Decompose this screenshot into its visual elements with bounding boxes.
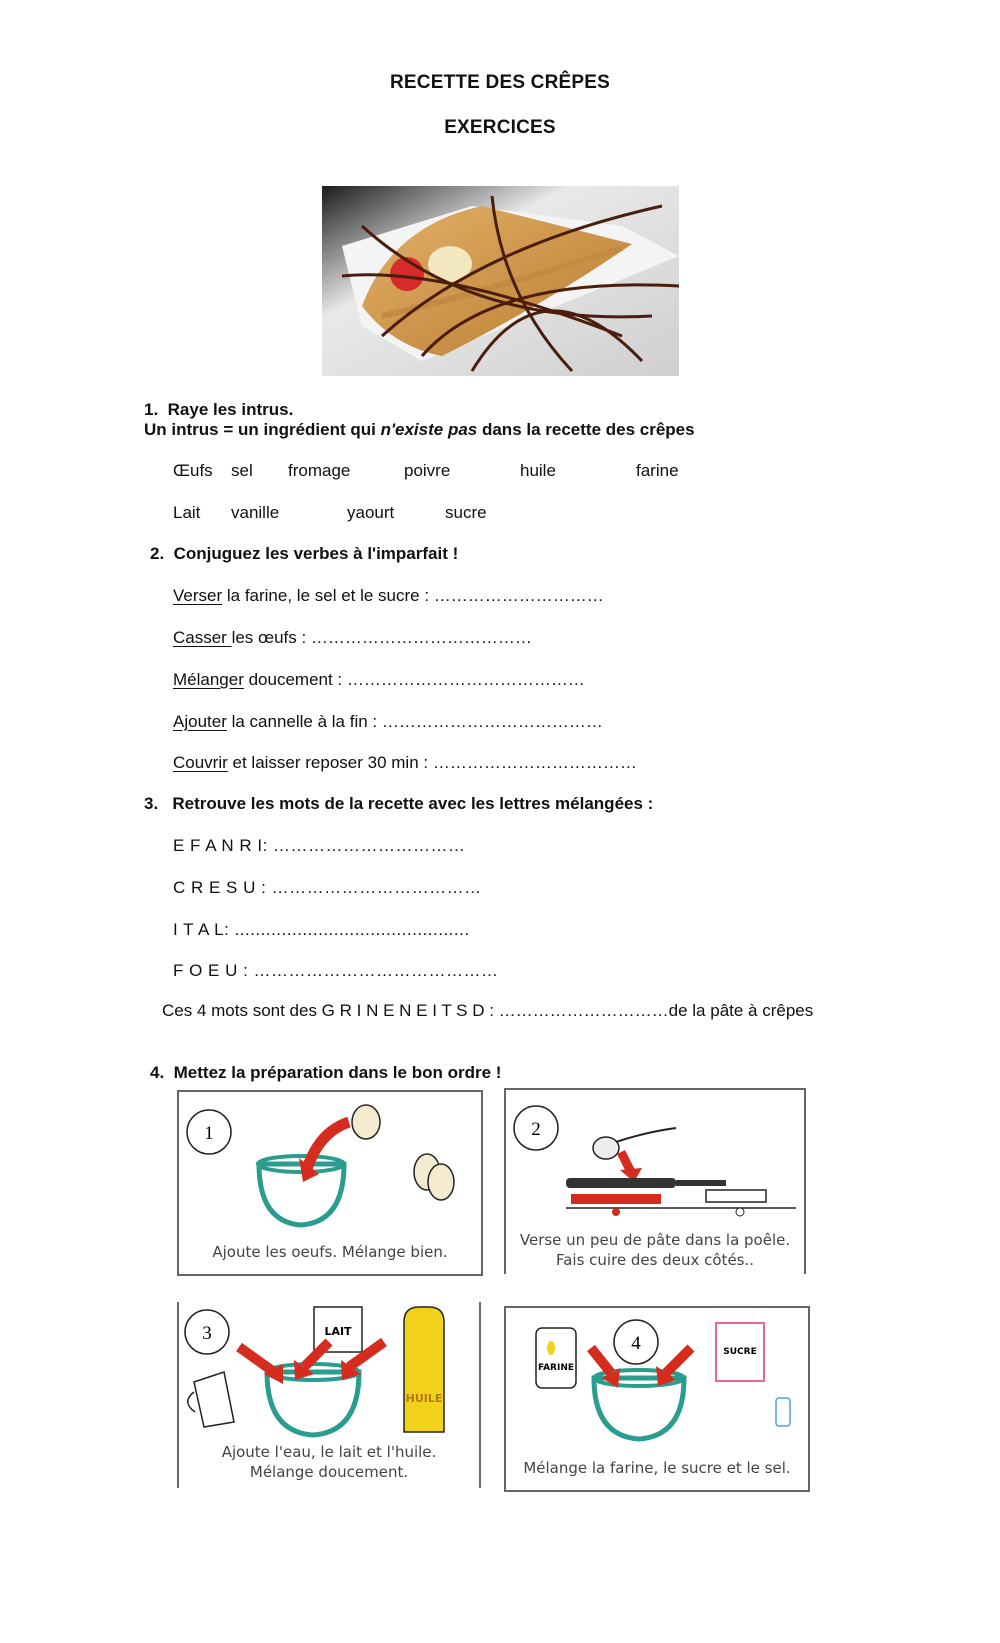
intrus-word[interactable]: Lait	[173, 503, 201, 522]
ex3-title: Retrouve les mots de la recette avec les lettres mélangées :	[172, 794, 654, 813]
intrus-word[interactable]: huile	[520, 461, 556, 480]
intrus-word[interactable]: Œufs	[173, 461, 213, 480]
verb: Ajouter	[173, 712, 227, 731]
step-caption: Mélange la farine, le sucre et le sel.	[523, 1459, 791, 1477]
step-caption-line: Verse un peu de pâte dans la poêle.	[519, 1231, 791, 1249]
step-3-illustration	[179, 1302, 479, 1442]
sugar-label: SUCRE	[723, 1347, 757, 1357]
verb: Couvrir	[173, 753, 228, 772]
ex1-definition-end: dans la recette des crêpes	[477, 420, 695, 439]
conjugation-item[interactable]	[173, 628, 532, 648]
step-card-3[interactable]	[177, 1302, 481, 1488]
step-number: 1	[204, 1123, 214, 1144]
ex1-title: Raye les intrus.	[167, 400, 294, 419]
step-1-illustration	[179, 1092, 481, 1232]
intrus-word[interactable]: sel	[231, 461, 253, 480]
verb: Verser	[173, 586, 223, 605]
crepe-photo	[322, 186, 679, 376]
ex1-number: 1.	[144, 400, 159, 419]
anagram-item[interactable]: E F A N R I: ……………………………	[173, 836, 466, 855]
conjugation-blank: les œufs : …………………………………	[231, 628, 532, 647]
verb: Casser	[173, 628, 232, 647]
ex2-title: Conjuguez les verbes à l'imparfait !	[173, 544, 459, 563]
intrus-word[interactable]: poivre	[404, 461, 451, 480]
step-number: 4	[631, 1333, 641, 1354]
intrus-word[interactable]: yaourt	[347, 503, 395, 522]
step-caption	[506, 1230, 804, 1270]
ex2-heading	[150, 544, 458, 564]
ex4-heading	[150, 1063, 501, 1083]
step-caption-line: Fais cuire des deux côtés..	[555, 1251, 755, 1269]
ex1-definition	[144, 420, 695, 440]
step-2-illustration	[506, 1090, 804, 1230]
intrus-word[interactable]: fromage	[288, 461, 351, 480]
conjugation-item[interactable]	[173, 712, 603, 732]
ex1-definition-start: Un intrus = un ingrédient qui	[144, 420, 381, 439]
step-caption-line: Ajoute l'eau, le lait et l'huile.	[221, 1443, 437, 1461]
ex4-title: Mettez la préparation dans le bon ordre !	[173, 1063, 502, 1082]
oil-label: HUILE	[405, 1392, 443, 1405]
ex1-heading	[144, 400, 293, 420]
conjugation-item[interactable]	[173, 753, 637, 773]
step-caption	[179, 1442, 479, 1482]
intrus-word[interactable]: farine	[636, 461, 679, 480]
ex4-number: 4.	[150, 1063, 165, 1082]
conjugation-item[interactable]	[173, 670, 585, 690]
page-subtitle: EXERCICES	[444, 117, 556, 138]
ex2-number: 2.	[150, 544, 165, 563]
conjugation-item[interactable]	[173, 586, 604, 606]
anagram-item[interactable]: F O E U : ……………………………………	[173, 961, 499, 980]
anagram-conclusion[interactable]: Ces 4 mots sont des G R I N E N E I T S D : …………………………de la pâte à crêpes	[162, 1001, 814, 1020]
verb: Mélanger	[173, 670, 244, 689]
conjugation-blank: doucement : ……………………………………	[243, 670, 585, 689]
milk-label: LAIT	[324, 1325, 352, 1338]
ex3-number: 3.	[144, 794, 159, 813]
step-4-illustration	[506, 1308, 808, 1458]
intrus-word[interactable]: vanille	[231, 503, 280, 522]
step-caption-line: Mélange doucement.	[249, 1463, 409, 1481]
step-number: 3	[202, 1323, 212, 1344]
conjugation-blank: la cannelle à la fin : …………………………………	[226, 712, 603, 731]
conjugation-blank: et laisser reposer 30 min : ………………………………	[227, 753, 637, 772]
anagram-item[interactable]: I T A L: .............................................	[173, 920, 470, 939]
conjugation-blank: la farine, le sel et le sucre : …………………………	[222, 586, 604, 605]
ex1-definition-emphasis: n'existe pas	[380, 420, 478, 439]
step-card-1[interactable]	[177, 1090, 483, 1276]
page-title: RECETTE DES CRÊPES	[389, 72, 611, 93]
intrus-word[interactable]: sucre	[445, 503, 487, 522]
step-caption: Ajoute les oeufs. Mélange bien.	[212, 1243, 448, 1261]
step-number: 2	[531, 1119, 541, 1140]
step-card-4[interactable]	[504, 1306, 810, 1492]
ex3-heading	[144, 794, 653, 814]
anagram-item[interactable]: C R E S U : ………………………………	[173, 878, 482, 897]
step-card-2[interactable]	[504, 1088, 806, 1274]
flour-label: FARINE	[537, 1363, 575, 1373]
